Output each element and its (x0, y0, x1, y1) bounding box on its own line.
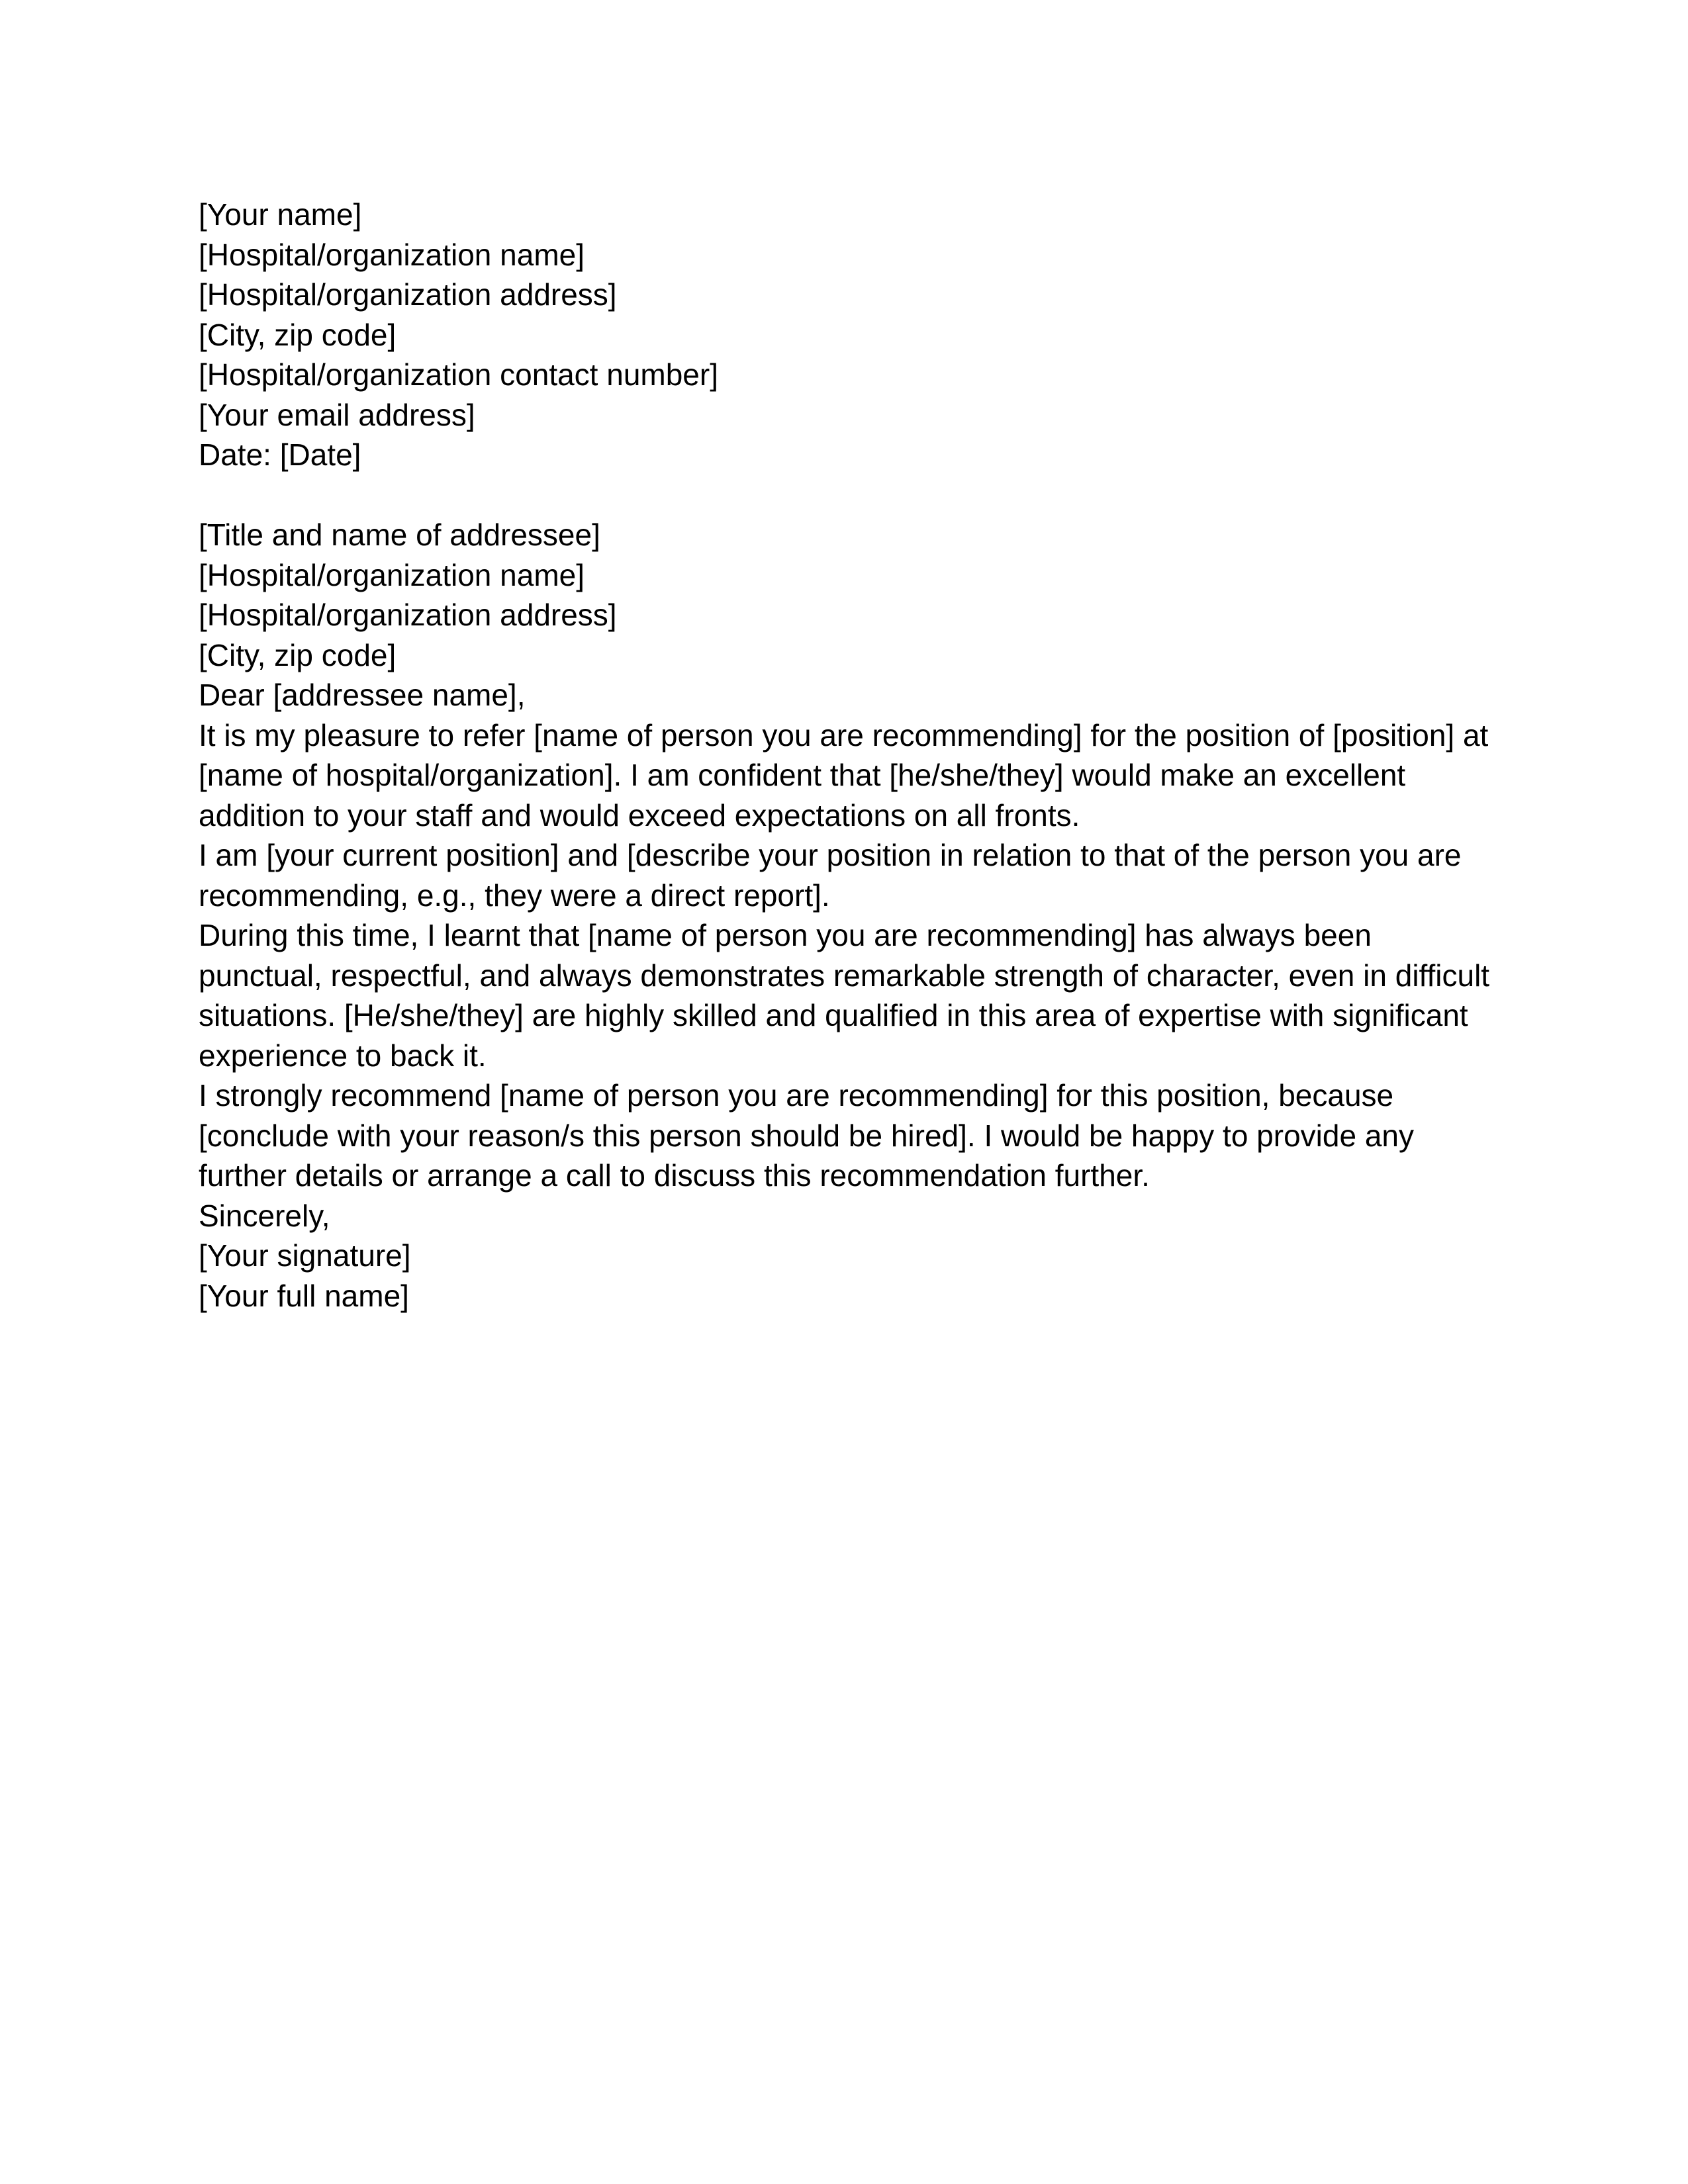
body-paragraph-conclusion: I strongly recommend [name of person you are recommending] for this position, because [conclude with your reason/s this person should be hired]. I would be happy to provide any further details or arrange a call to discuss this recommendation further. (199, 1078, 1415, 1193)
sender-name: [Your name] (199, 197, 362, 232)
sender-organization-name: [Hospital/organization name] (199, 237, 585, 272)
recipient-title-name: [Title and name of addressee] (199, 518, 600, 552)
body-paragraph-referral: It is my pleasure to refer [name of person you are recommending] for the position of [position] at [name of hospital/organization]. I am confident that [he/she/they] would make an excellent addition to your staff and would exceed expectations on all fronts. (199, 717, 1489, 833)
recommendation-letter (199, 195, 1496, 1316)
recipient-city-zip: [City, zip code] (199, 637, 397, 672)
recipient-organization-name: [Hospital/organization name] (199, 557, 585, 592)
sender-city-zip: [City, zip code] (199, 317, 397, 352)
full-name-placeholder: [Your full name] (199, 1278, 409, 1313)
letter-date: Date: [Date] (199, 437, 361, 472)
salutation: Dear [addressee name], (199, 678, 526, 712)
closing: Sincerely, (199, 1198, 330, 1233)
recipient-address-block (199, 515, 1496, 675)
body-paragraph-relationship: I am [your current position] and [describe your position in relation to that of the person you are recommending, e.g., they were a direct report]. (199, 838, 1462, 913)
body-paragraph-qualities: During this time, I learnt that [name of person you are recommending] has always been punctual, respectful, and always demonstrates remarkable strength of character, even in difficult situations. [He/she/they] are highly skilled and qualified in this area of expertise with significant experience to back it. (199, 918, 1490, 1073)
sender-organization-address: [Hospital/organization address] (199, 277, 617, 312)
signature-placeholder: [Your signature] (199, 1238, 411, 1273)
sender-address-block (199, 195, 1496, 435)
sender-email: [Your email address] (199, 397, 475, 432)
sender-contact-number: [Hospital/organization contact number] (199, 357, 718, 392)
recipient-organization-address: [Hospital/organization address] (199, 598, 617, 632)
